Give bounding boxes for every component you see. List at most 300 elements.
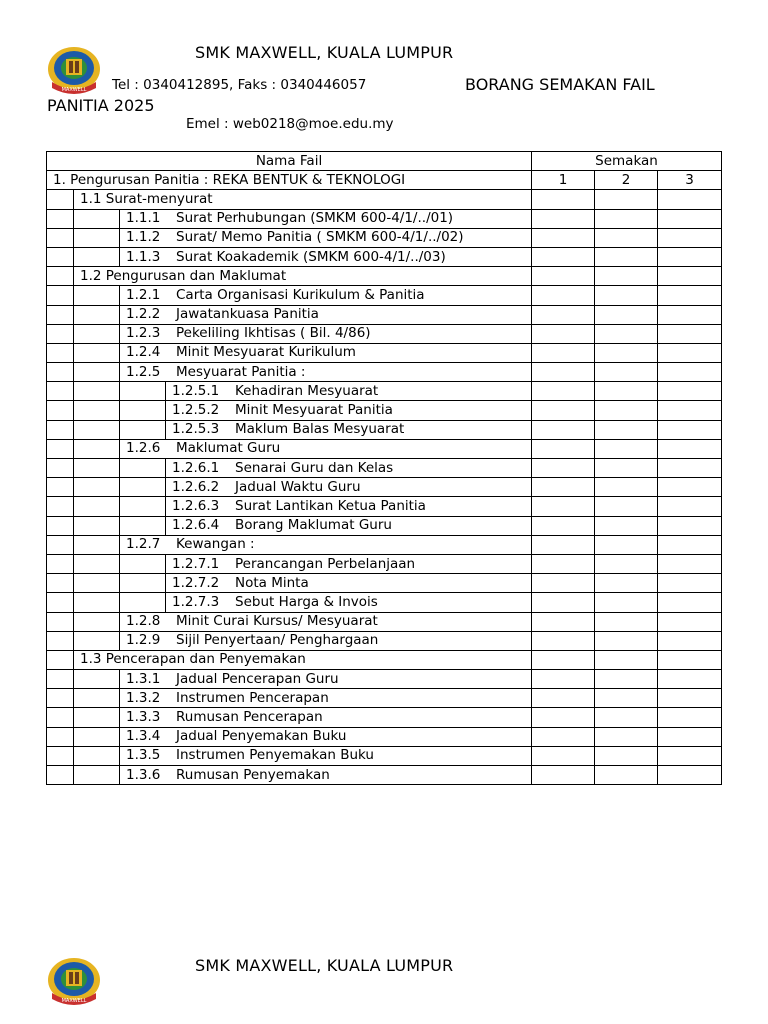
indent-cell [47,228,74,247]
indent-cell [74,343,120,362]
check-box-cell-3[interactable] [658,689,722,708]
check-box-cell-2[interactable] [595,574,658,593]
check-box-cell-2[interactable] [595,650,658,669]
check-box-cell-2[interactable] [595,209,658,228]
indent-cell [47,478,74,497]
file-name-cell [120,286,532,305]
indent-cell [120,497,166,516]
email-info: Emel : web0218@moe.edu.my [186,116,394,132]
form-title: BORANG SEMAKAN FAIL [465,75,655,94]
item-number: 1.2.7 [126,536,161,553]
indent-cell [74,535,120,554]
item-number: 1.2.7.2 [172,574,220,591]
indent-cell [47,727,74,746]
item-label: Jadual Penyemakan Buku [176,728,347,745]
item-label: 1.1 Surat-menyurat [80,190,213,207]
check-box-cell-2[interactable] [595,267,658,286]
file-name-cell [120,670,532,689]
check-box-cell-1[interactable] [532,574,595,593]
item-label: Rumusan Pencerapan [176,709,323,726]
check-box-cell-2[interactable] [595,670,658,689]
item-number: 1.2.7.1 [172,555,220,572]
item-label: Kehadiran Mesyuarat [235,382,379,399]
file-name-cell [120,746,532,765]
check-box-cell-3[interactable] [658,459,722,478]
check-box-cell-1[interactable] [532,535,595,554]
item-label: Jadual Waktu Guru [235,478,361,495]
item-label: Kewangan : [176,536,255,553]
indent-cell [74,612,120,631]
indent-cell [74,420,120,439]
indent-cell [74,286,120,305]
check-box-cell-1[interactable] [532,324,595,343]
check-box-cell-3[interactable] [658,554,722,573]
file-name-cell [166,574,532,593]
indent-cell [74,554,120,573]
check-box-cell-2[interactable] [595,305,658,324]
indent-cell [47,746,74,765]
item-number: 1.3.3 [126,709,161,726]
item-label: Carta Organisasi Kurikulum & Panitia [176,286,425,303]
item-label: Maklumat Guru [176,440,281,457]
file-name-cell [120,727,532,746]
check-box-cell-2[interactable] [595,689,658,708]
item-label: Sebut Harga & Invois [235,593,378,610]
indent-cell [47,631,74,650]
item-label: Nota Minta [235,574,309,591]
check-box-cell-3[interactable] [658,190,722,209]
table-row [47,382,722,401]
check-box-cell-3[interactable] [658,439,722,458]
indent-cell [74,382,120,401]
check-box-cell-1[interactable] [532,190,595,209]
indent-cell [47,766,74,785]
item-number: 1.2.6.3 [172,497,220,514]
table-row [47,324,722,343]
file-name-cell [166,497,532,516]
indent-cell [47,650,74,669]
check-box-cell-3[interactable] [658,631,722,650]
file-name-cell [74,650,532,669]
check-box-cell-2[interactable] [595,343,658,362]
file-name-cell [120,324,532,343]
check-box-cell-3[interactable] [658,574,722,593]
item-number: 1.1.2 [126,229,161,246]
indent-cell [74,247,120,266]
item-number: 1.1.3 [126,248,161,265]
table-row [47,593,722,612]
check-box-cell-3[interactable] [658,612,722,631]
check-box-cell-3[interactable] [658,535,722,554]
item-number: 1.3.2 [126,689,161,706]
check-col-3: 3 [658,171,722,190]
check-box-cell-3[interactable] [658,516,722,535]
file-name-cell [120,228,532,247]
indent-cell [74,516,120,535]
check-box-cell-2[interactable] [595,727,658,746]
indent-cell [47,247,74,266]
table-row [47,439,722,458]
check-box-cell-3[interactable] [658,305,722,324]
item-number: 1.2.6.1 [172,459,220,476]
check-box-cell-3[interactable] [658,209,722,228]
file-name-cell [74,267,532,286]
check-box-cell-2[interactable] [595,516,658,535]
indent-cell [74,363,120,382]
check-box-cell-3[interactable] [658,324,722,343]
item-number: 1.2.9 [126,632,161,649]
item-number: 1.2.7.3 [172,593,220,610]
item-label: Borang Maklumat Guru [235,517,392,534]
item-label: Mesyuarat Panitia : [176,363,306,380]
check-box-cell-2[interactable] [595,382,658,401]
check-box-cell-2[interactable] [595,535,658,554]
table-row [47,516,722,535]
check-box-cell-1[interactable] [532,343,595,362]
check-box-cell-1[interactable] [532,554,595,573]
item-label: Minit Mesyuarat Kurikulum [176,344,356,361]
table-row [47,459,722,478]
table-row [47,574,722,593]
check-box-cell-3[interactable] [658,247,722,266]
item-number: 1.2.5 [126,363,161,380]
table-row [47,554,722,573]
check-box-cell-1[interactable] [532,650,595,669]
indent-cell [74,746,120,765]
indent-cell [47,574,74,593]
form-title-year: PANITIA 2025 [47,96,155,115]
item-label: Jawatankuasa Panitia [176,306,319,323]
indent-cell [74,708,120,727]
indent-cell [47,267,74,286]
check-box-cell-3[interactable] [658,497,722,516]
table-row [47,305,722,324]
check-box-cell-3[interactable] [658,766,722,785]
check-box-cell-3[interactable] [658,708,722,727]
school-crest-icon [46,44,102,96]
indent-cell [47,343,74,362]
header-nama-fail: Nama Fail [47,152,532,171]
file-name-cell [120,343,532,362]
table-row [47,497,722,516]
item-number: 1.2.5.2 [172,402,220,419]
footer-school-name: SMK MAXWELL, KUALA LUMPUR [195,956,454,975]
check-box-cell-2[interactable] [595,593,658,612]
indent-cell [74,689,120,708]
check-box-cell-2[interactable] [595,324,658,343]
indent-cell [120,516,166,535]
header-semakan: Semakan [532,152,722,171]
indent-cell [47,209,74,228]
check-box-cell-1[interactable] [532,247,595,266]
file-name-cell [74,190,532,209]
indent-cell [74,324,120,343]
check-box-cell-1[interactable] [532,689,595,708]
indent-cell [47,305,74,324]
item-number: 1.2.2 [126,306,161,323]
indent-cell [74,766,120,785]
indent-cell [47,439,74,458]
check-box-cell-1[interactable] [532,305,595,324]
item-number: 1.2.6.2 [172,478,220,495]
item-label: Minit Curai Kursus/ Mesyuarat [176,613,378,630]
check-box-cell-3[interactable] [658,420,722,439]
indent-cell [47,593,74,612]
indent-cell [47,324,74,343]
indent-cell [74,439,120,458]
check-box-cell-2[interactable] [595,612,658,631]
item-number: 1.3.4 [126,728,161,745]
indent-cell [47,459,74,478]
check-box-cell-1[interactable] [532,766,595,785]
table-row [47,247,722,266]
table-row [47,228,722,247]
indent-cell [120,459,166,478]
check-box-cell-2[interactable] [595,420,658,439]
file-name-cell [120,708,532,727]
item-label: Jadual Pencerapan Guru [176,670,339,687]
check-box-cell-1[interactable] [532,727,595,746]
file-name-cell [166,516,532,535]
table-row [47,631,722,650]
check-box-cell-1[interactable] [532,459,595,478]
indent-cell [120,574,166,593]
check-box-cell-2[interactable] [595,459,658,478]
check-box-cell-2[interactable] [595,766,658,785]
file-name-cell [166,420,532,439]
indent-cell [47,382,74,401]
indent-cell [74,593,120,612]
check-box-cell-2[interactable] [595,401,658,420]
check-box-cell-1[interactable] [532,209,595,228]
check-box-cell-3[interactable] [658,343,722,362]
file-name-cell [120,305,532,324]
check-box-cell-3[interactable] [658,382,722,401]
check-box-cell-2[interactable] [595,746,658,765]
indent-cell [120,401,166,420]
check-box-cell-1[interactable] [532,363,595,382]
item-label: Perancangan Perbelanjaan [235,555,416,572]
file-name-cell [120,247,532,266]
file-name-cell [120,209,532,228]
check-box-cell-1[interactable] [532,382,595,401]
indent-cell [120,382,166,401]
indent-cell [47,554,74,573]
svg-text:MAXWELL: MAXWELL [61,87,87,93]
svg-text:MAXWELL: MAXWELL [61,998,87,1004]
check-box-cell-2[interactable] [595,631,658,650]
check-col-2: 2 [595,171,658,190]
indent-cell [74,574,120,593]
item-number: 1.2.5.3 [172,421,220,438]
file-name-cell [120,766,532,785]
table-row [47,267,722,286]
item-label: Pekeliling Ikhtisas ( Bil. 4/86) [176,325,371,342]
check-col-1: 1 [532,171,595,190]
item-number: 1.3.5 [126,747,161,764]
item-number: 1.2.8 [126,613,161,630]
file-name-cell [166,478,532,497]
table-row [47,689,722,708]
table-header-row [47,152,722,171]
indent-cell [47,286,74,305]
indent-cell [47,420,74,439]
file-name-cell [120,363,532,382]
indent-cell [47,190,74,209]
item-label: Sijil Penyertaan/ Penghargaan [176,632,379,649]
check-box-cell-1[interactable] [532,478,595,497]
check-box-cell-1[interactable] [532,439,595,458]
check-box-cell-2[interactable] [595,497,658,516]
indent-cell [74,631,120,650]
file-name-cell [166,459,532,478]
check-box-cell-2[interactable] [595,708,658,727]
item-label: 1.2 Pengurusan dan Maklumat [80,267,287,284]
item-number: 1.3.6 [126,766,161,783]
check-box-cell-2[interactable] [595,247,658,266]
check-box-cell-1[interactable] [532,670,595,689]
indent-cell [47,497,74,516]
file-name-cell [166,593,532,612]
file-name-cell [166,401,532,420]
indent-cell [120,420,166,439]
table-row [47,650,722,669]
table-row [47,209,722,228]
check-box-cell-1[interactable] [532,420,595,439]
check-box-cell-1[interactable] [532,497,595,516]
check-box-cell-3[interactable] [658,650,722,669]
table-row [47,286,722,305]
indent-cell [47,535,74,554]
item-label: 1.3 Pencerapan dan Penyemakan [80,651,306,668]
section-row [47,171,722,190]
indent-cell [74,401,120,420]
table-row [47,343,722,362]
item-number: 1.2.4 [126,344,161,361]
item-label: Maklum Balas Mesyuarat [235,421,405,438]
check-box-cell-1[interactable] [532,286,595,305]
file-name-cell [120,631,532,650]
file-name-cell [120,439,532,458]
check-box-cell-1[interactable] [532,516,595,535]
item-number: 1.3.1 [126,670,161,687]
indent-cell [74,209,120,228]
table-row [47,535,722,554]
school-logo [46,44,102,96]
table-row [47,420,722,439]
check-box-cell-3[interactable] [658,286,722,305]
contact-info: Tel : 0340412895, Faks : 0340446057 [112,77,367,93]
check-box-cell-3[interactable] [658,401,722,420]
check-box-cell-3[interactable] [658,670,722,689]
footer-crest-icon [46,955,102,1007]
table-row [47,670,722,689]
school-name: SMK MAXWELL, KUALA LUMPUR [195,43,454,62]
item-label: Instrumen Pencerapan [176,689,329,706]
indent-cell [47,689,74,708]
indent-cell [47,363,74,382]
file-name-cell [120,689,532,708]
indent-cell [120,554,166,573]
item-label: Rumusan Penyemakan [176,766,330,783]
indent-cell [74,478,120,497]
file-name-cell [166,554,532,573]
indent-cell [120,478,166,497]
indent-cell [74,305,120,324]
indent-cell [47,401,74,420]
check-box-cell-1[interactable] [532,267,595,286]
item-number: 1.1.1 [126,210,161,227]
check-box-cell-1[interactable] [532,401,595,420]
item-label: Senarai Guru dan Kelas [235,459,394,476]
check-box-cell-3[interactable] [658,267,722,286]
indent-cell [47,708,74,727]
table-row [47,766,722,785]
check-box-cell-3[interactable] [658,727,722,746]
indent-cell [47,670,74,689]
table-row [47,746,722,765]
item-number: 1.2.6.4 [172,517,220,534]
check-box-cell-3[interactable] [658,478,722,497]
file-name-cell [120,535,532,554]
item-label: Surat Lantikan Ketua Panitia [235,497,426,514]
check-box-cell-1[interactable] [532,228,595,247]
check-box-cell-3[interactable] [658,228,722,247]
indent-cell [74,497,120,516]
table-row [47,363,722,382]
indent-cell [120,593,166,612]
check-box-cell-1[interactable] [532,746,595,765]
check-box-cell-2[interactable] [595,554,658,573]
check-box-cell-2[interactable] [595,478,658,497]
file-name-cell [166,382,532,401]
item-number: 1.2.6 [126,440,161,457]
check-box-cell-2[interactable] [595,190,658,209]
indent-cell [47,516,74,535]
indent-cell [74,670,120,689]
item-label: Minit Mesyuarat Panitia [235,402,393,419]
check-box-cell-3[interactable] [658,593,722,612]
item-label: Surat Koakademik (SMKM 600-4/1/../03) [176,248,446,265]
item-number: 1.2.5.1 [172,382,220,399]
table-row [47,478,722,497]
check-box-cell-1[interactable] [532,612,595,631]
item-label: Instrumen Penyemakan Buku [176,747,374,764]
table-row [47,190,722,209]
item-number: 1.2.3 [126,325,161,342]
indent-cell [74,727,120,746]
check-box-cell-3[interactable] [658,363,722,382]
table-row [47,727,722,746]
indent-cell [47,612,74,631]
check-box-cell-1[interactable] [532,631,595,650]
footer-school-logo [46,955,102,1007]
indent-cell [74,459,120,478]
item-label: Surat/ Memo Panitia ( SMKM 600-4/1/../02) [176,229,464,246]
check-box-cell-1[interactable] [532,593,595,612]
indent-cell [74,228,120,247]
file-name-cell [120,612,532,631]
check-box-cell-2[interactable] [595,439,658,458]
table-row [47,708,722,727]
check-box-cell-3[interactable] [658,746,722,765]
check-box-cell-2[interactable] [595,363,658,382]
checklist-table [46,151,722,785]
check-box-cell-2[interactable] [595,228,658,247]
check-box-cell-1[interactable] [532,708,595,727]
table-row [47,401,722,420]
check-box-cell-2[interactable] [595,286,658,305]
